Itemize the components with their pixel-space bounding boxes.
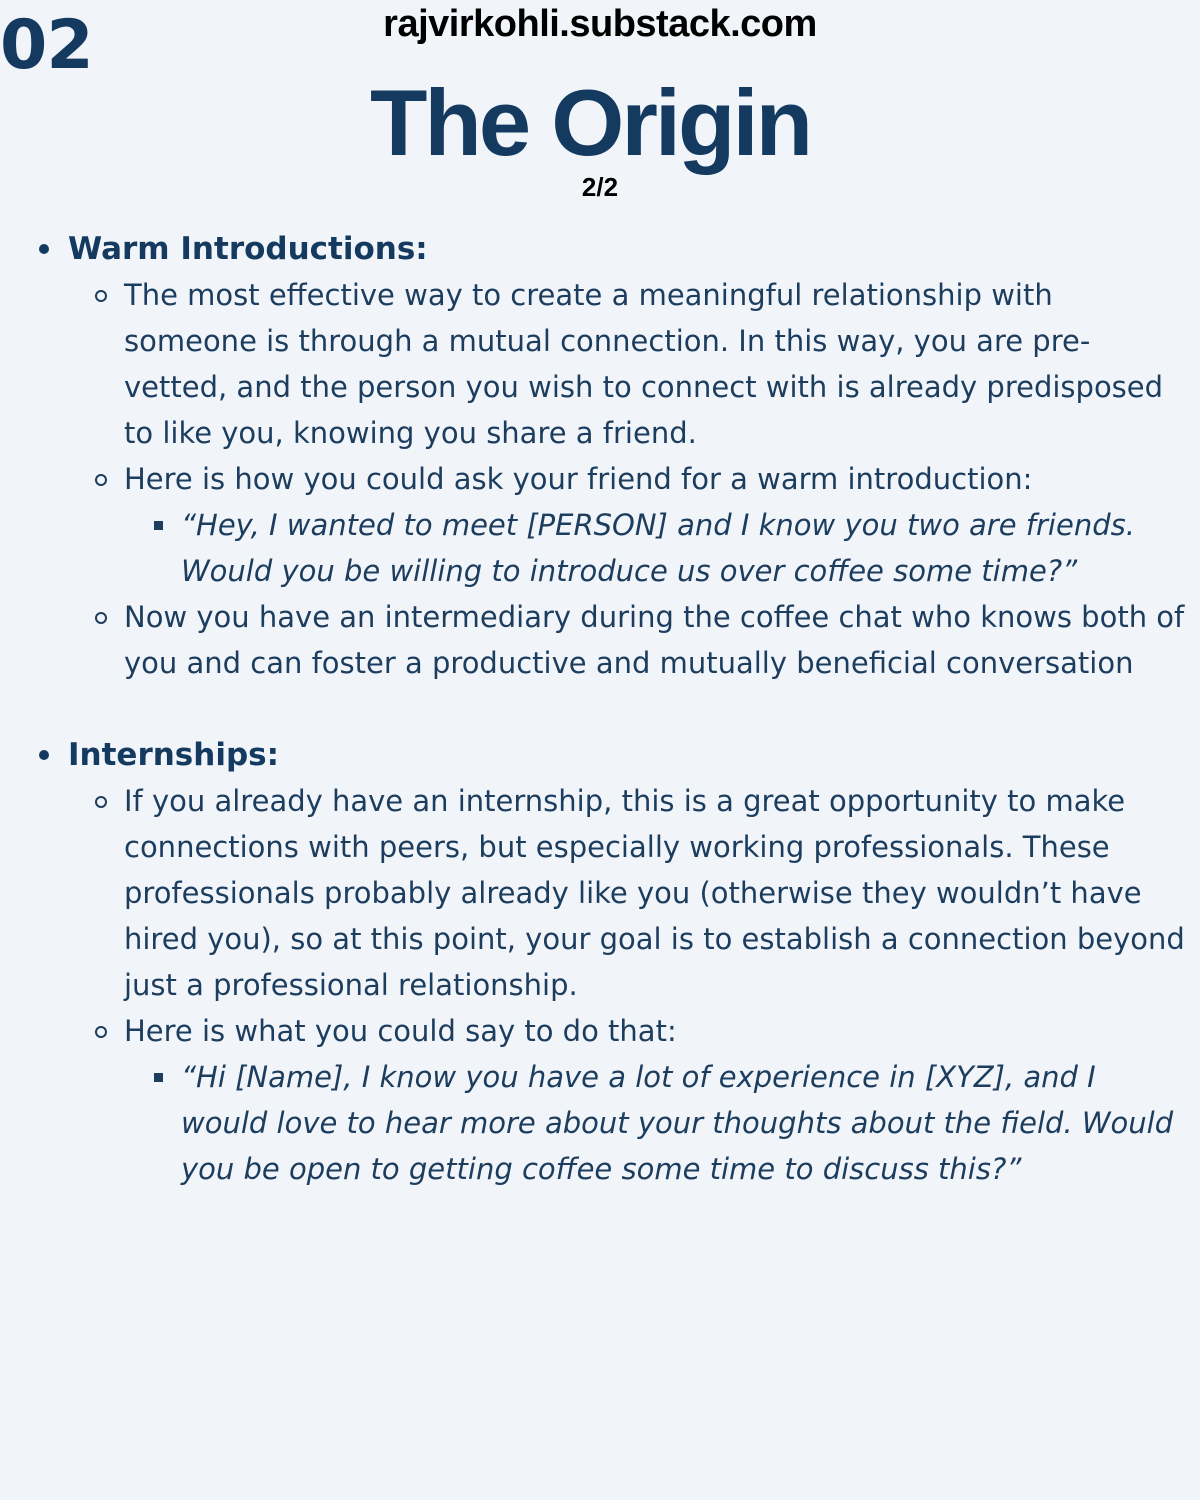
list-item: Now you have an intermediary during the coffee chat who knows both of you and can foster a productive and mutually beneficial conversation [0,594,1200,686]
list-item: The most effective way to create a meaningful relationship with someone is through a mutual connection. In this way, you are pre-vetted, and the person you wish to connect with is already predisposed to like you, knowing you share a friend. [0,272,1200,456]
section-warm-introductions [0,226,1200,686]
site-url: rajvirkohli.substack.com [383,3,817,45]
page-number: 02 [0,6,93,85]
list-item: Here is what you could say to do that: [0,1008,1200,1054]
content [0,226,1200,1192]
page-title: The Origin [370,70,810,175]
list-item: If you already have an internship, this is a great opportunity to make connections with peers, but especially working professionals. These professionals probably already like you (otherwise they wouldn’t have hired you), so at this point, your goal is to establish a connection beyond just a professional relationship. [0,778,1200,1008]
section-heading: Warm Introductions: [0,226,1200,272]
section-internships [0,732,1200,1192]
list-item: Here is how you could ask your friend for a warm introduction: [0,456,1200,502]
quote-item: “Hey, I wanted to meet [PERSON] and I know you two are friends. Would you be willing to introduce us over coffee some time?” [0,502,1200,594]
page-counter: 2/2 [581,172,619,202]
section-heading: Internships: [0,732,1200,778]
quote-item: “Hi [Name], I know you have a lot of experience in [XYZ], and I would love to hear more about your thoughts about the field. Would you be open to getting coffee some time to discuss this?” [0,1054,1200,1192]
